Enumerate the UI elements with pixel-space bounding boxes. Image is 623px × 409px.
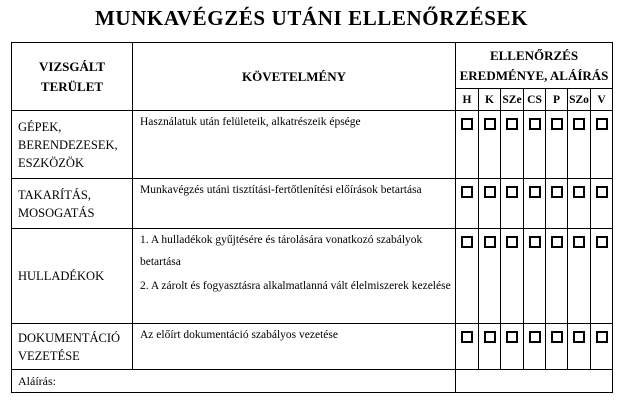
checkbox-cs[interactable] — [529, 186, 541, 198]
table-row — [12, 229, 613, 324]
checkbox-cell — [524, 229, 546, 324]
checkbox-cs[interactable] — [529, 118, 541, 130]
column-header-p: P — [546, 89, 568, 111]
area-cell: GÉPEK, BERENDEZESEK, ESZKÖZÖK — [12, 111, 133, 179]
checkbox-p[interactable] — [551, 186, 563, 198]
checkbox-cell — [479, 324, 501, 370]
checkbox-cell — [479, 111, 501, 179]
checkbox-szo[interactable] — [573, 118, 585, 130]
checkbox-cell — [456, 179, 479, 229]
checkbox-cell — [591, 111, 613, 179]
checkbox-cell — [501, 229, 524, 324]
checkbox-cell — [456, 111, 479, 179]
checkbox-p[interactable] — [551, 331, 563, 343]
requirement-text: Használatuk után felületeik, alkatrészeik épsége — [140, 116, 361, 128]
requirement-text: 2. A zárolt és fogyasztásra alkalmatlanná vált élelmiszerek kezelése — [140, 280, 451, 292]
requirement-cell — [133, 324, 456, 370]
requirement-text: Az előírt dokumentáció szabályos vezetése — [140, 329, 338, 341]
checkbox-k[interactable] — [484, 236, 496, 248]
checkbox-sze[interactable] — [506, 331, 518, 343]
checkbox-cell — [568, 179, 591, 229]
checkbox-cell — [524, 111, 546, 179]
checkbox-cell — [591, 324, 613, 370]
checkbox-szo[interactable] — [573, 236, 585, 248]
header-requirement: KÖVETELMÉNY — [133, 43, 456, 111]
checkbox-v[interactable] — [596, 186, 608, 198]
checkbox-cell — [456, 324, 479, 370]
checkbox-v[interactable] — [596, 331, 608, 343]
checklist-rows — [12, 111, 613, 370]
signature-label: Aláírás: — [12, 370, 456, 393]
checkbox-h[interactable] — [461, 186, 473, 198]
column-header-cs: CS — [524, 89, 546, 111]
checkbox-cs[interactable] — [529, 331, 541, 343]
checkbox-k[interactable] — [484, 331, 496, 343]
requirement-text: 1. A hulladékok gyűjtésére és tárolására vonatkozó szabályok betartása — [140, 234, 423, 268]
requirement-text: Munkavégzés utáni tisztítási-fertőtlenítési előírások betartása — [140, 184, 422, 196]
area-cell: TAKARÍTÁS, MOSOGATÁS — [12, 179, 133, 229]
checkbox-p[interactable] — [551, 236, 563, 248]
checkbox-cell — [524, 324, 546, 370]
checkbox-cell — [546, 179, 568, 229]
checkbox-cell — [456, 229, 479, 324]
checkbox-cell — [591, 179, 613, 229]
checkbox-cell — [568, 324, 591, 370]
requirement-cell — [133, 111, 456, 179]
checkbox-szo[interactable] — [573, 186, 585, 198]
checklist-table — [11, 42, 613, 393]
checkbox-cell — [524, 179, 546, 229]
checkbox-h[interactable] — [461, 331, 473, 343]
checkbox-cell — [479, 179, 501, 229]
header-result: ELLENŐRZÉS EREDMÉNYE, ALÁÍRÁS — [456, 43, 613, 89]
checkbox-cell — [568, 111, 591, 179]
table-row — [12, 179, 613, 229]
column-header-sze: SZe — [501, 89, 524, 111]
checkbox-cell — [591, 229, 613, 324]
checkbox-cell — [546, 111, 568, 179]
checkbox-cell — [479, 229, 501, 324]
checkbox-cell — [568, 229, 591, 324]
checkbox-sze[interactable] — [506, 236, 518, 248]
column-header-h: H — [456, 89, 479, 111]
page-title: MUNKAVÉGZÉS UTÁNI ELLENŐRZÉSEK — [94, 6, 529, 30]
checkbox-p[interactable] — [551, 118, 563, 130]
requirement-cell — [133, 179, 456, 229]
checkbox-sze[interactable] — [506, 118, 518, 130]
checkbox-cell — [501, 324, 524, 370]
area-cell: DOKUMENTÁCIÓ VEZETÉSE — [12, 324, 133, 370]
checkbox-k[interactable] — [484, 118, 496, 130]
signature-field[interactable] — [456, 370, 613, 393]
area-cell: HULLADÉKOK — [12, 229, 133, 324]
checkbox-cell — [546, 324, 568, 370]
checkbox-sze[interactable] — [506, 186, 518, 198]
column-header-v: V — [591, 89, 613, 111]
checkbox-h[interactable] — [461, 118, 473, 130]
checkbox-v[interactable] — [596, 236, 608, 248]
header-area: VIZSGÁLT TERÜLET — [12, 43, 133, 111]
checkbox-v[interactable] — [596, 118, 608, 130]
table-row — [12, 111, 613, 179]
requirement-cell — [133, 229, 456, 324]
checkbox-cell — [501, 179, 524, 229]
checkbox-cell — [546, 229, 568, 324]
checkbox-cell — [501, 111, 524, 179]
checkbox-k[interactable] — [484, 186, 496, 198]
column-header-k: K — [479, 89, 501, 111]
table-row — [12, 324, 613, 370]
checkbox-szo[interactable] — [573, 331, 585, 343]
column-header-szo: SZo — [568, 89, 591, 111]
checkbox-cs[interactable] — [529, 236, 541, 248]
checkbox-h[interactable] — [461, 236, 473, 248]
